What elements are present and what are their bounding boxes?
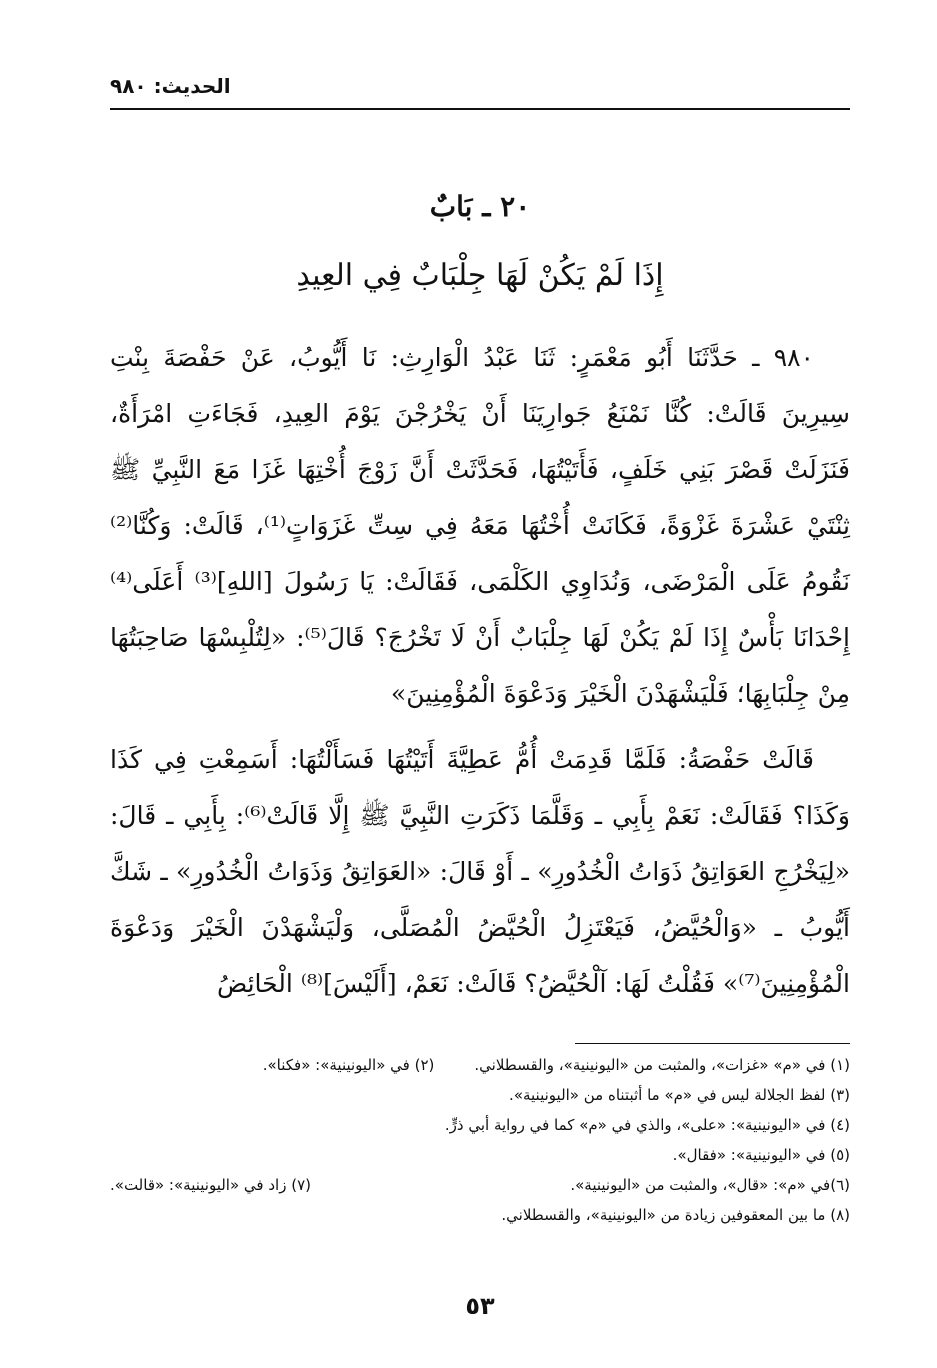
footnote-5: (٥) في «اليونينية»: «فقال». [672,1146,850,1164]
footnote-rule [575,1043,850,1044]
page-number: ٥٣ [465,1292,495,1320]
footnote-row [110,1170,850,1200]
footnote-7: (٧) زاد في «اليونينية»: «قالت». [110,1176,311,1194]
footnote-4: (٤) في «اليونينية»: «على»، والذي في «م» كما في رواية أبي ذرٍّ. [444,1116,850,1134]
chapter-title: إِذَا لَمْ يَكُنْ لَهَا جِلْبَابٌ فِي العِيدِ [296,258,664,293]
header-rule [110,108,850,110]
hadith-body [110,330,850,1012]
footnote-row [110,1050,850,1080]
footnote-6: (٦)في «م»: «قال»، والمثبت من «اليونينية». [570,1176,850,1194]
footnote-3: (٣) لفظ الجلالة ليس في «م» ما أثبتناه من «اليونينية». [509,1086,850,1104]
running-title: الحديث: ٩٨٠ [110,74,231,98]
footnote-1: (١) في «م» «غزات»، والمثبت من «اليونينية»، والقسطلاني. [474,1056,850,1074]
hadith-paragraph-2: قَالَتْ حَفْصَةُ: فَلَمَّا قَدِمَتْ أُمُّ عَطِيَّةَ أَتَيْتُهَا فَسَأَلْتُهَا: أَسَمِعْتِ فِي كَذَا وَكَذَا؟ فَقَالَتْ: نَعَمْ بِأَبِي ـ وَقَلَّمَا ذَكَرَتِ النَّبِيَّ ﷺ إِلَّا قَالَتْ⁽⁶⁾: بِأَبِي ـ قَالَ: «لِيَخْرُجِ العَوَاتِقُ ذَوَاتُ الْخُدُورِ» ـ أَوْ قَالَ: «العَوَاتِقُ وَذَوَاتُ الْخُدُورِ» ـ شَكَّ أَيُّوبُ ـ «وَالْحُيَّضُ، فَيَعْتَزِلُ الْحُيَّضُ الْمُصَلَّى، وَلْيَشْهَدْنَ الْخَيْرَ وَدَعْوَةَ الْمُؤْمِنِينَ⁽⁷⁾» فَقُلْتُ لَهَا: آلْحُيَّضُ؟ قَالَتْ: نَعَمْ، [أَلَيْسَ]⁽⁸⁾ الْحَائِضُ [110,745,850,998]
hadith-paragraph-1: ٩٨٠ ـ حَدَّثَنَا أَبُو مَعْمَرٍ: ثَنَا عَبْدُ الْوَارِثِ: نَا أَيُّوبُ، عَنْ حَفْصَةَ بِنْتِ سِيرِينَ قَالَتْ: كُنَّا نَمْنَعُ جَوارِيَنَا أَنْ يَخْرُجْنَ يَوْمَ العِيدِ، فَجَاءَتِ امْرَأَةٌ، فَنَزَلَتْ قَصْرَ بَنِي خَلَفٍ، فَأَتَيْتُهَا، فَحَدَّثَتْ أَنَّ زَوْجَ أُخْتِهَا غَزَا مَعَ النَّبِيِّ ﷺ ثِنْتَيْ عَشْرَةَ غَزْوَةً، فَكَانَتْ أُخْتُهَا مَعَهُ فِي سِتِّ غَزَوَاتٍ⁽¹⁾، قَالَتْ: وَكُنَّا⁽²⁾ نَقُومُ عَلَى الْمَرْضَى، وَنُدَاوِي الكَلْمَى، فَقَالَتْ: يَا رَسُولَ [اللهِ]⁽³⁾ أَعَلَى⁽⁴⁾ إِحْدَانَا بَأْسٌ إِذَا لَمْ يَكُنْ لَهَا جِلْبَابٌ أَنْ لَا تَخْرُجَ؟ قَالَ⁽⁵⁾: «لِتُلْبِسْهَا صَاحِبَتُهَا مِنْ جِلْبَابِهَا؛ فَلْيَشْهَدْنَ الْخَيْرَ وَدَعْوَةَ الْمُؤْمِنِينَ» [110,343,850,708]
chapter-heading: ٢٠ ـ بَابٌ [429,190,531,223]
running-header [110,74,850,110]
footnote-2: (٢) في «اليونينية»: «فكنا». [262,1056,435,1074]
footnote-8: (٨) ما بين المعقوفين زيادة من «اليونينية»، والقسطلاني. [501,1206,850,1224]
footnotes [110,1050,850,1230]
